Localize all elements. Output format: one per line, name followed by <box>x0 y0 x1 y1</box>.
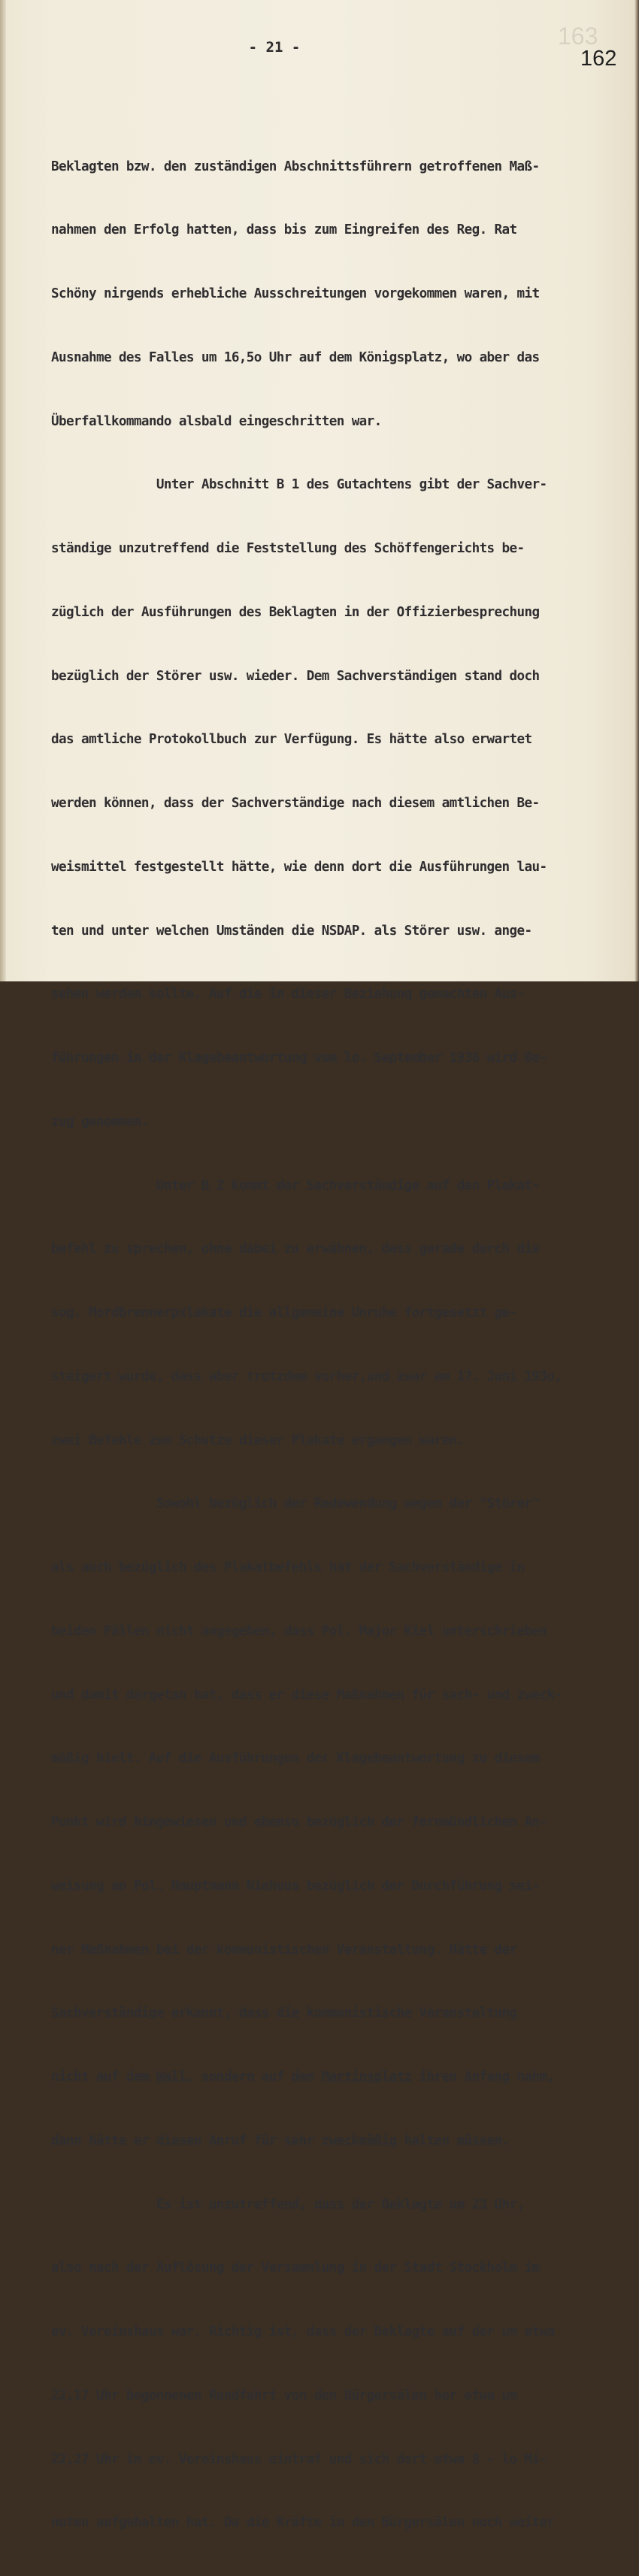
text-line: Es ist unzutreffend, dass der Beklagte um 23 Uhr, <box>51 2197 525 2212</box>
text-line: Unter B 2 kommt der Sachverständige auf den Plakat- <box>51 1178 540 1193</box>
text-line: und damit dargetan hat, dass er diese Maßnahmen für sach- und zweck- <box>51 1687 562 1703</box>
text-line: beiden Fällen nicht angegeben, dass Pol. Major Kiel unterschrieben <box>51 1623 547 1639</box>
text-line: also nach der Auflösung der Versammlung in der Stadt Stockholm im <box>51 2260 540 2276</box>
text-line: ner Maßnahmen bei der kommunistischen Veranstaltung. Hätte der <box>51 1942 517 1958</box>
text-line: befehl zu sprechen, ohne dabei zu erwähnen, dass gerade durch die <box>51 1241 540 1257</box>
text-line: sehen werden sollte. Auf die in dieser Beziehung gemachten Aus- <box>51 987 525 1002</box>
text-line: werden können, dass der Sachverständige nach diesem amtlichen Be- <box>51 796 540 811</box>
text-line: mäßig hielt. Auf die Ausführungen der Klagebeantwortung zu diesem <box>51 1751 540 1767</box>
text-line: ständige unzutreffend die Feststellung des Schöffengerichts be- <box>51 541 525 556</box>
text-fragment: ihren Anfang nahm, <box>411 2070 555 2085</box>
text-line: dann hätte er diesen Anruf für sehr zweckmäßig halten müssen. <box>51 2133 510 2148</box>
text-line: weisung an Pol. Hauptmann Niehuus bezüglich der Durchführung sei- <box>51 1878 540 1894</box>
text-line: 22,27 Uhr im ev. Vereinshaus eintraf und sich dort etwa 8 - lo Mi- <box>51 2451 547 2467</box>
text-line: das amtliche Protokollbuch zur Verfügung. Es hätte also erwartet <box>51 732 532 748</box>
text-line: Überfallkommando alsbald eingeschritten war. <box>51 413 382 429</box>
text-line: führungen in der Klagebeantwortung vom lo. September 1936 wird Be- <box>51 1051 547 1066</box>
text-line: Unter Abschnitt B 1 des Gutachtens gibt der Sachver- <box>51 477 547 493</box>
text-line-underlined-places <box>51 2067 637 2088</box>
text-line: zug genommen. <box>51 1114 149 1129</box>
underlined-word-wall: Wall <box>156 2070 186 2085</box>
text-line: Ausnahme des Falles um 16,5o Uhr auf dem Königsplatz, wo aber das <box>51 349 540 365</box>
text-line: ten und unter welchen Umständen die NSDAP. als Störer usw. ange- <box>51 923 532 939</box>
text-line: sog. Mordbrennerpxlakate die allgemeine Unruhe fortgesetzt ge- <box>51 1305 517 1320</box>
text-line: Schöny nirgends erhebliche Ausschreitungen vorgekommen waren, mit <box>51 286 540 301</box>
text-line: steigert wurde, dass aber trotzdem vorher,und zwar am 17. Juni 193o, <box>51 1368 562 1384</box>
text-line: als auch bezüglich des Plakatbefehls hat der Sachverständige in <box>51 1560 525 1575</box>
underlined-word-martinsplatz: Martinsplatz <box>321 2070 412 2085</box>
text-line: 22,17 Uhr begonnenen Rundfahrt von den Bürgersälen her etwa um <box>51 2387 517 2403</box>
text-line: züglich der Ausführungen des Beklagten in der Offizierbesprechung <box>51 604 540 620</box>
text-line: Punkt wird hingewiesen und ebenso bezüglich der fernmündlichen An- <box>51 1815 547 1830</box>
faint-folio-number: 163 <box>558 23 598 50</box>
text-fragment: , sondern auf dem <box>186 2070 322 2085</box>
text-line: bezüglich der Störer usw. wieder. Dem Sachverständigen stand doch <box>51 668 540 684</box>
text-line: zwei Befehle zum Schutze dieser Plakate ergangen waren. <box>51 1432 465 1448</box>
binding-edge <box>0 0 6 981</box>
handwritten-folio-number: 162 <box>580 47 617 71</box>
text-line: weismittel festgestellt hätte, wie denn dort die Ausführungen lau- <box>51 859 547 875</box>
text-fragment: nicht auf dem <box>51 2070 156 2085</box>
text-line: nuten aufgehalten hat. Da die Kräfte in den Bürgersälen noch weiter <box>51 2515 555 2531</box>
page-number: - 21 - <box>248 39 301 56</box>
text-line: Sowohl bezüglich der Redewendung wegen der "Störer" <box>51 1496 540 1512</box>
text-line: Beklagten bzw. den zuständigen Abschnittsführern getroffenen Maß- <box>51 159 540 174</box>
typewritten-body <box>51 113 637 2576</box>
text-line: Sachverständige erkannt, dass die kommunistische Veranstaltung <box>51 2006 517 2021</box>
text-line: ev. Vereinshaus war. Richtig ist, dass der Beklagte auf der um etwa <box>51 2324 555 2339</box>
text-line: nahmen den Erfolg hatten, dass bis zum Eingreifen des Reg. Rat <box>51 222 517 238</box>
